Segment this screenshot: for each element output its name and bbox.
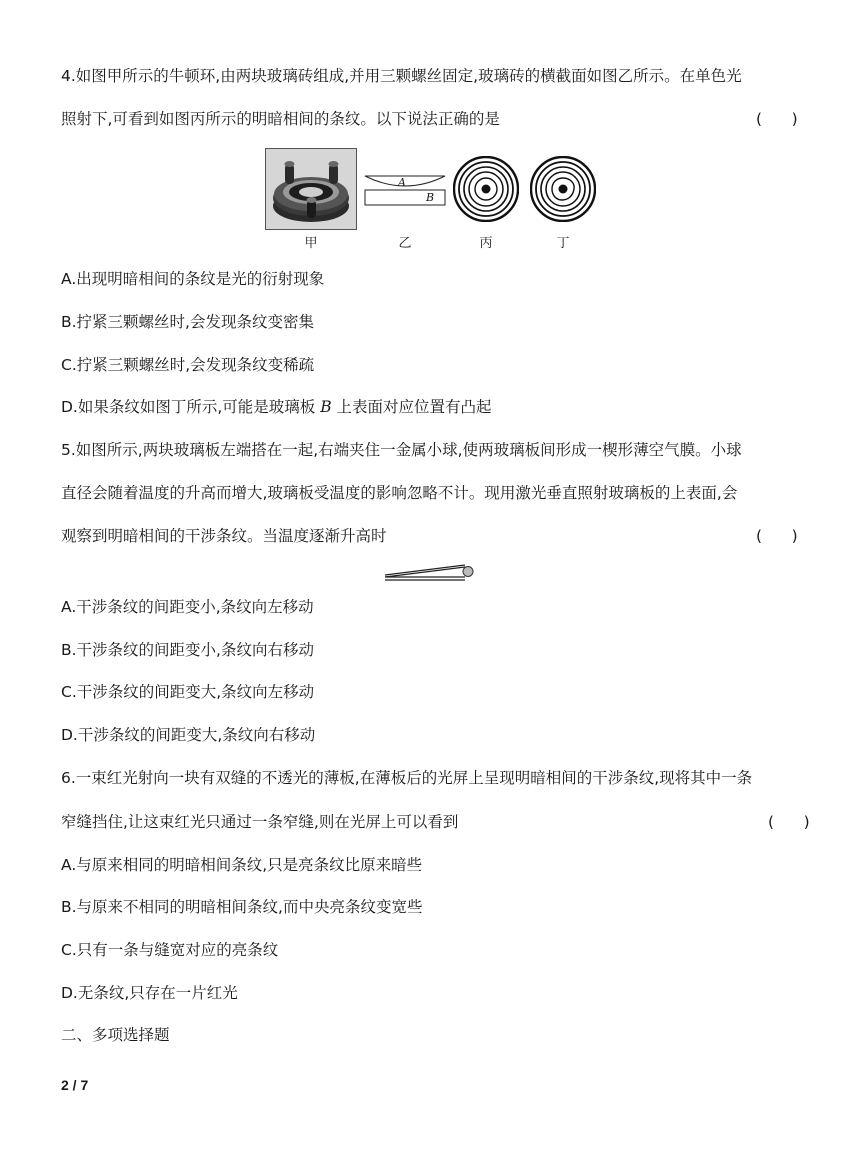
- interference-rings-bing: [453, 156, 519, 222]
- q4-option-b: B.拧紧三颗螺丝时,会发现条纹变密集: [61, 313, 314, 331]
- figure-label-ding: 丁: [556, 236, 570, 251]
- q5-stem-line3: 观察到明暗相间的干涉条纹。当温度逐渐升高时: [61, 527, 387, 545]
- q6-stem-line1: 6.一束红光射向一块有双缝的不透光的薄板,在薄板后的光屏上呈现明暗相间的干涉条纹,现将其中一条: [61, 769, 753, 787]
- q4-stem-line1: 4.如图甲所示的牛顿环,由两块玻璃砖组成,并用三颗螺丝固定,玻璃砖的横截面如图乙所示。在单色光: [61, 67, 742, 85]
- q6-option-b: B.与原来不相同的明暗相间条纹,而中央亮条纹变宽些: [61, 898, 423, 916]
- q6-option-a: A.与原来相同的明暗相间条纹,只是亮条纹比原来暗些: [61, 856, 423, 874]
- section-title-multiple-choice: 二、多项选择题: [61, 1026, 170, 1044]
- q4-option-c: C.拧紧三颗螺丝时,会发现条纹变稀疏: [61, 356, 315, 374]
- q4-answer-bracket: ( ): [756, 110, 798, 128]
- q4-stem-line2: 照射下,可看到如图丙所示的明暗相间的条纹。以下说法正确的是: [61, 110, 500, 128]
- q4-option-d-pre: D.如果条纹如图丁所示,可能是玻璃板: [61, 398, 321, 416]
- q4-option-d-var: B: [320, 398, 332, 416]
- plate-a-label: A: [398, 176, 406, 189]
- figure-label-jia: 甲: [304, 236, 318, 251]
- q6-stem-line2: 窄缝挡住,让这束红光只通过一条窄缝,则在光屏上可以看到: [61, 813, 459, 831]
- wedge-air-film-diagram: [383, 562, 475, 584]
- q5-option-a: A.干涉条纹的间距变小,条纹向左移动: [61, 598, 314, 616]
- interference-rings-ding: [530, 156, 596, 222]
- newton-ring-device-photo: [265, 148, 357, 230]
- plate-b-label: B: [426, 191, 435, 204]
- q6-option-c: C.只有一条与缝宽对应的亮条纹: [61, 941, 279, 959]
- q4-option-d-post: 上表面对应位置有凸起: [331, 398, 492, 416]
- figure-label-yi: 乙: [398, 236, 412, 251]
- q5-stem-line1: 5.如图所示,两块玻璃板左端搭在一起,右端夹住一金属小球,使两玻璃板间形成一楔形薄空气膜。小球: [61, 441, 742, 459]
- q4-option-a: A.出现明暗相间的条纹是光的衍射现象: [61, 270, 325, 288]
- q5-stem-line2: 直径会随着温度的升高而增大,玻璃板受温度的影响忽略不计。现用激光垂直照射玻璃板的上表面,会: [61, 484, 738, 502]
- q5-option-d: D.干涉条纹的间距变大,条纹向右移动: [61, 726, 316, 744]
- q4-option-d: [61, 397, 492, 417]
- q6-answer-bracket: ( ): [768, 813, 810, 831]
- q6-option-d: D.无条纹,只存在一片红光: [61, 984, 238, 1002]
- figure-label-bing: 丙: [479, 236, 493, 251]
- page-number: 2 / 7: [61, 1077, 89, 1093]
- q5-option-c: C.干涉条纹的间距变大,条纹向左移动: [61, 683, 315, 701]
- q5-option-b: B.干涉条纹的间距变小,条纹向右移动: [61, 641, 314, 659]
- q5-answer-bracket: ( ): [756, 527, 798, 545]
